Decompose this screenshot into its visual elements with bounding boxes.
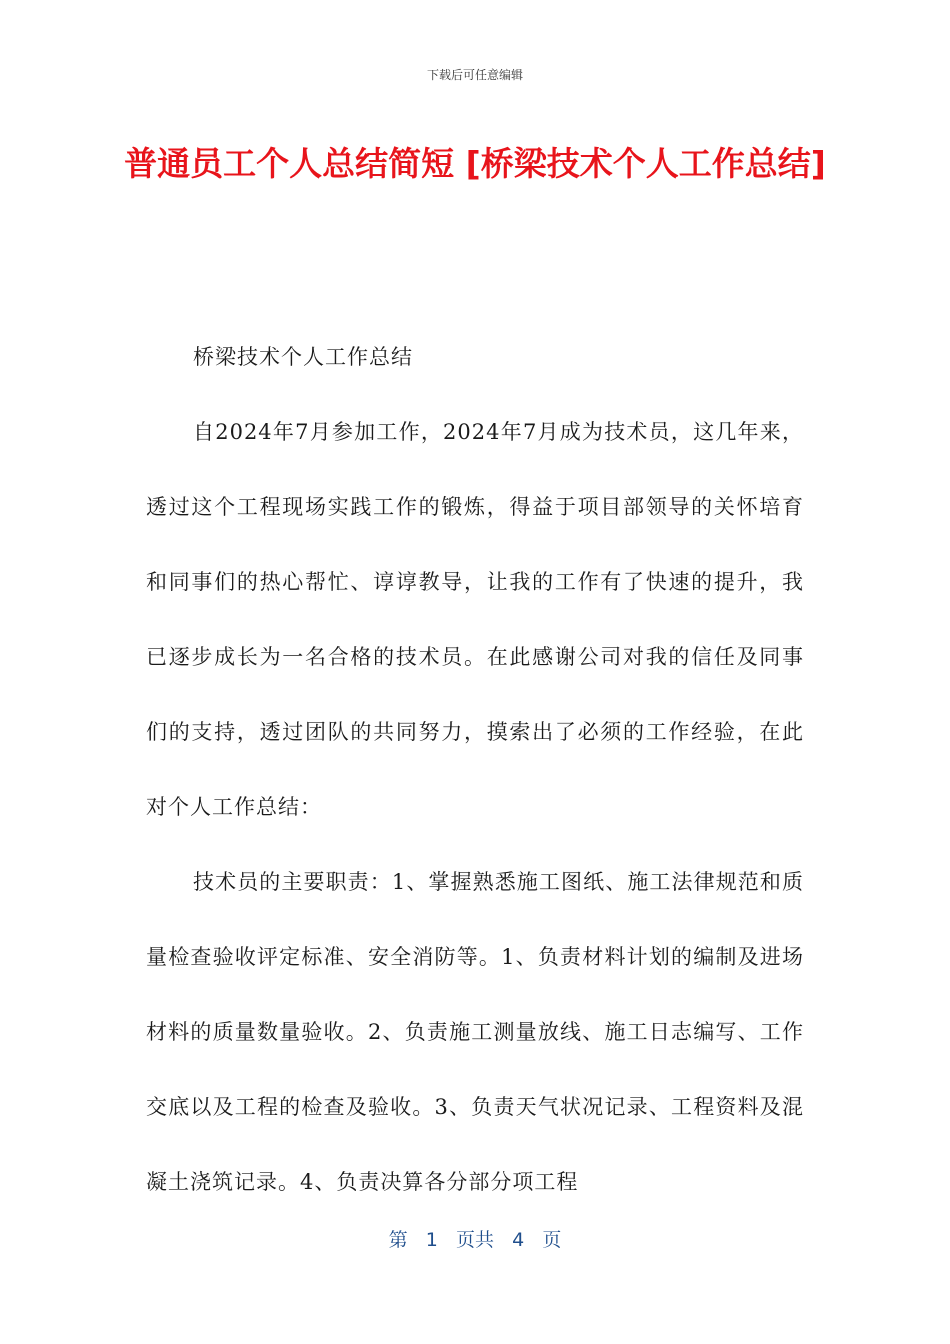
total-pages-number: 4 — [512, 1229, 525, 1251]
header-note: 下载后可任意编辑 — [426, 68, 523, 82]
page-label-mid: 页共 — [455, 1229, 494, 1251]
page-label-prefix: 第 — [388, 1229, 408, 1251]
paragraph-intro: 自2024年7月参加工作，2024年7月成为技术员，这几年来，透过这个工程现场实践工作的锻炼，得益于项目部领导的关怀培育和同事们的热心帮忙、谆谆教导，让我的工作有了快速的提升，我已逐步成长为一名合格的技术员。在此感谢公司对我的信任及同事们的支持，透过团队的共同努力，摸索出了必须的工作经验，在此对个人工作总结： — [146, 420, 804, 819]
document-title: 普通员工个人总结简短 [桥梁技术个人工作总结] — [124, 144, 826, 183]
document-body — [146, 320, 804, 1220]
current-page-number: 1 — [425, 1229, 438, 1251]
page-footer — [0, 1225, 950, 1252]
paragraph-subtitle: 桥梁技术个人工作总结 — [193, 345, 413, 369]
page-label-suffix: 页 — [542, 1229, 562, 1251]
paragraph-duties: 技术员的主要职责：1、掌握熟悉施工图纸、施工法律规范和质量检查验收评定标准、安全消防等。1、负责材料计划的编制及进场材料的质量数量验收。2、负责施工测量放线、施工日志编写、工作交底以及工程的检查及验收。3、负责天气状况记录、工程资料及混凝土浇筑记录。4、负责决算各分部分项工程 — [146, 870, 804, 1194]
